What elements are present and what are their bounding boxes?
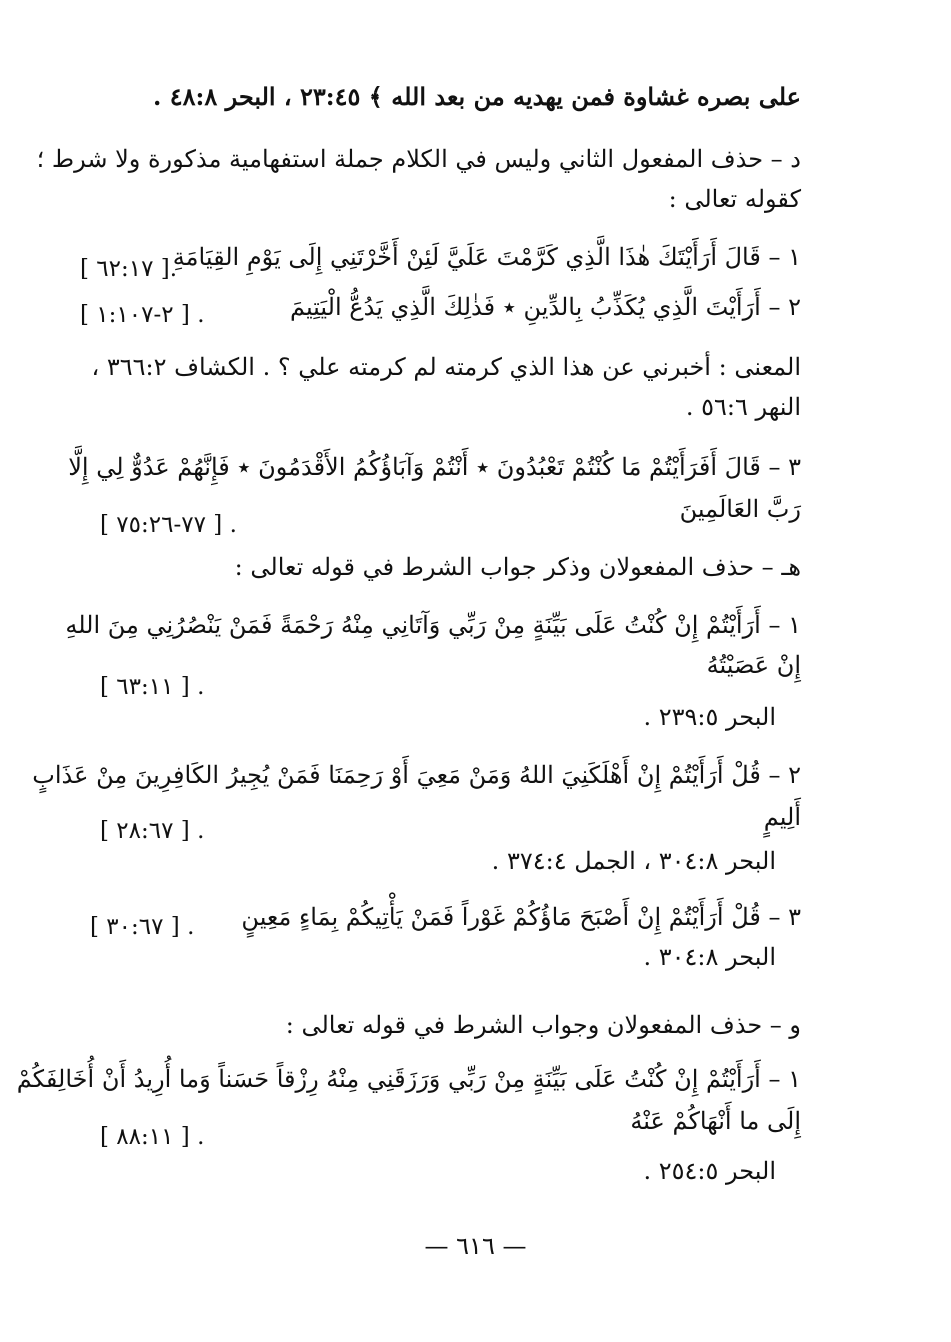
verse-line: ٢ – قُلْ أَرَأَيْتُمْ إِنْ أَهْلَكَنِيَ اللهُ وَمَنْ مَعِيَ أَوْ رَحِمَنَا فَمَنْ يُجِيرُ الكَافِرِينَ مِنْ عَذَابٍ bbox=[32, 761, 801, 789]
verse-reference: [ ٢-١:١٠٧ ] . bbox=[80, 302, 205, 328]
section-heading-d: د – حذف المفعول الثاني وليس في الكلام جملة استفهامية مذكورة ولا شرط ؛ bbox=[36, 145, 801, 173]
source-citation: البحر ٣٠٤:٨ ، الجمل ٣٧٤:٤ . bbox=[491, 847, 776, 875]
verse-line: ٣ – قُلْ أَرَأَيْتُمْ إِنْ أَصْبَحَ مَاؤُكُمْ غَوْراً فَمَنْ يَأْتِيكُمْ بِمَاءٍ مَعِينٍ bbox=[241, 903, 801, 931]
source-citation: البحر ٣٠٤:٨ . bbox=[643, 943, 776, 971]
verse-line: إِنْ عَصَيْتُهُ bbox=[706, 651, 801, 679]
verse-reference: [ ٦٣:١١ ] . bbox=[100, 674, 205, 700]
verse-line: ١ – أَرَأَيْتُمْ إِنْ كُنْتُ عَلَى بَيِّنَةٍ مِنْ رَبِّي وَآتَانِي مِنْهُ رَحْمَةً فَمَنْ يَنْصُرُنِي مِنَ اللهِ bbox=[65, 611, 801, 639]
section-heading-h: هـ – حذف المفعولان وذكر جواب الشرط في قوله تعالى : bbox=[234, 553, 801, 581]
section-heading-w: و – حذف المفعولان وجواب الشرط في قوله تعالى : bbox=[285, 1011, 801, 1039]
source-citation: البحر ٢٣٩:٥ . bbox=[643, 703, 776, 731]
verse-reference: [ ٧٧-٧٥:٢٦ ] . bbox=[100, 512, 237, 538]
verse-reference: [ ٦٢:١٧ ]. bbox=[80, 256, 178, 282]
verse-reference: [ ٨٨:١١ ] . bbox=[100, 1124, 205, 1150]
text-line: المعنى : أخبرني عن هذا الذي كرمته لم كرمته علي ؟ . الكشاف ٣٦٦:٢ ، bbox=[91, 353, 801, 381]
page-number: — ٦١٦ — bbox=[424, 1232, 527, 1260]
text-line: النهر ٥٦:٦ . bbox=[685, 393, 801, 421]
verse-line: ١ – قَالَ أَرَأَيْتَكَ هٰذَا الَّذِي كَرَّمْتَ عَلَيَّ لَئِنْ أَخَّرْتَنِي إِلَى يَوْمِ القِيَامَةِ bbox=[172, 243, 801, 271]
verse-line: أَلِيمٍ bbox=[763, 803, 801, 831]
text-line: كقوله تعالى : bbox=[668, 185, 801, 213]
text-line: على بصره غشاوة فمن يهديه من بعد الله ﴾ ٢٣:٤٥ ، البحر ٤٨:٨ . bbox=[152, 82, 801, 111]
verse-line: إِلَى ما أَنْهَاكُمْ عَنْهُ bbox=[630, 1107, 801, 1135]
verse-line: رَبَّ العَالَمِينَ bbox=[679, 495, 801, 523]
source-citation: البحر ٢٥٤:٥ . bbox=[643, 1157, 776, 1185]
verse-reference: [ ٣٠:٦٧ ] . bbox=[90, 914, 195, 940]
verse-reference: [ ٢٨:٦٧ ] . bbox=[100, 818, 205, 844]
verse-line: ١ – أَرَأَيْتُمْ إِنْ كُنْتُ عَلَى بَيِّنَةٍ مِنْ رَبِّي وَرَزَقَنِي مِنْهُ رِزْقاً حَسَناً وَما أُرِيدُ أَنْ أُخَالِفَكُمْ bbox=[16, 1065, 801, 1093]
verse-line: ٢ – أَرَأَيْتَ الَّذِي يُكَذِّبُ بِالدِّينِ ٭ فَذٰلِكَ الَّذِي يَدُعُّ الْيَتِيمَ bbox=[289, 293, 801, 321]
verse-line: ٣ – قَالَ أَفَرَأَيْتُمْ مَا كُنْتُمْ تَعْبُدُونَ ٭ أَنْتُمْ وَآبَاؤُكُمُ الأَقْدَمُونَ ٭ فَإِنَّهُمْ عَدُوٌّ لِي إِلَّا bbox=[68, 453, 801, 481]
